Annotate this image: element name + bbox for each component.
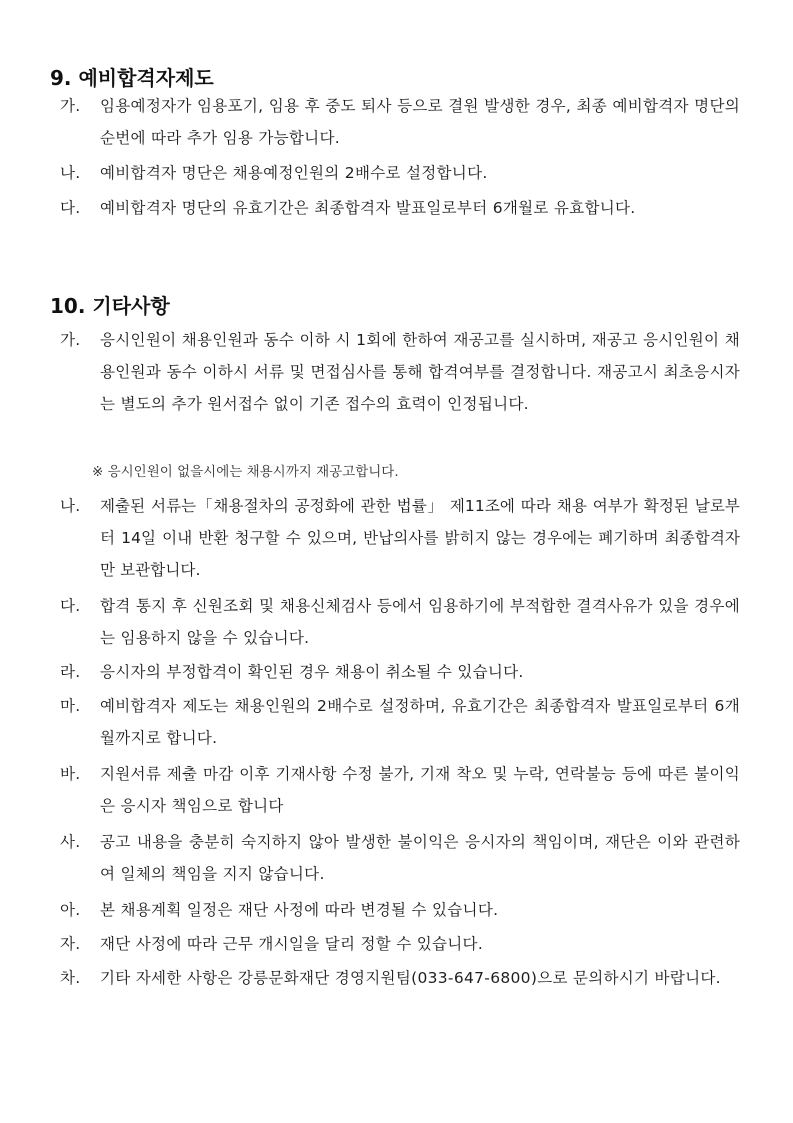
section-9-item-da (60, 192, 740, 224)
section-10-item-ja (60, 928, 740, 960)
section-10-item-na (60, 490, 740, 586)
section-10-item-ga (60, 324, 740, 420)
item-text: 예비합격자 명단은 채용예정인원의 2배수로 설정합니다. (100, 164, 488, 182)
item-marker: 마. (60, 697, 81, 715)
item-text: 합격 통지 후 신원조회 및 채용신체검사 등에서 임용하기에 부적합한 결격사유가 있을 경우에는 임용하지 않을 수 있습니다. (100, 597, 740, 647)
item-marker: 바. (60, 765, 81, 783)
section-10-item-a (60, 894, 740, 926)
item-marker: 다. (60, 597, 81, 615)
item-text: 공고 내용을 충분히 숙지하지 않아 발생한 불이익은 응시자의 책임이며, 재단은 이와 관련하여 일체의 책임을 지지 않습니다. (100, 833, 740, 883)
section-10-item-da (60, 590, 740, 654)
item-text: 본 채용계획 일정은 재단 사정에 따라 변경될 수 있습니다. (100, 901, 499, 919)
item-marker: 가. (60, 331, 81, 349)
item-marker: 사. (60, 833, 81, 851)
section-10-item-ma (60, 690, 740, 754)
section-10-item-cha (60, 962, 740, 994)
item-text: 응시자의 부정합격이 확인된 경우 채용이 취소될 수 있습니다. (100, 663, 524, 681)
item-marker: 아. (60, 901, 81, 919)
section-10-item-ba (60, 758, 740, 822)
item-text: 응시인원이 채용인원과 동수 이하 시 1회에 한하여 재공고를 실시하며, 재공고 응시인원이 채용인원과 동수 이하시 서류 및 면접심사를 통해 합격여부를 결정합니다. 재공고시 최초응시자는 별도의 추가 원서접수 없이 기존 접수의 효력이 인정됩니다. (100, 331, 740, 413)
item-text: 예비합격자 제도는 채용인원의 2배수로 설정하며, 유효기간은 최종합격자 발표일로부터 6개월까지로 합니다. (100, 697, 740, 747)
section-9-item-na (60, 157, 740, 189)
section-9-title: 9. 예비합격자제도 (50, 66, 214, 90)
item-marker: 나. (60, 497, 81, 515)
item-text: 제출된 서류는「채용절차의 공정화에 관한 법률」 제11조에 따라 채용 여부가 확정된 날로부터 14일 이내 반환 청구할 수 있으며, 반납의사를 밝히지 않는 경우에는 폐기하며 최종합격자만 보관합니다. (100, 497, 740, 579)
item-text: 예비합격자 명단의 유효기간은 최종합격자 발표일로부터 6개월로 유효합니다. (100, 199, 636, 217)
item-marker: 라. (60, 663, 81, 681)
section-10-item-sa (60, 826, 740, 890)
item-text: 임용예정자가 임용포기, 임용 후 중도 퇴사 등으로 결원 발생한 경우, 최종 예비합격자 명단의 순번에 따라 추가 임용 가능합니다. (100, 97, 740, 147)
reannouncement-note: ※ 응시인원이 없을시에는 채용시까지 재공고합니다. (92, 464, 399, 480)
item-text: 기타 자세한 사항은 강릉문화재단 경영지원팀(033-647-6800)으로 문의하시기 바랍니다. (100, 969, 721, 987)
item-marker: 나. (60, 164, 81, 182)
section-10-item-ra (60, 656, 740, 688)
item-text: 재단 사정에 따라 근무 개시일을 달리 정할 수 있습니다. (100, 935, 484, 953)
item-text: 지원서류 제출 마감 이후 기재사항 수정 불가, 기재 착오 및 누락, 연락불능 등에 따른 불이익은 응시자 책임으로 합니다 (100, 765, 740, 815)
item-marker: 차. (60, 969, 81, 987)
item-marker: 자. (60, 935, 81, 953)
item-marker: 가. (60, 97, 81, 115)
item-marker: 다. (60, 199, 81, 217)
section-10-title: 10. 기타사항 (50, 294, 170, 318)
section-9-item-ga (60, 90, 740, 154)
